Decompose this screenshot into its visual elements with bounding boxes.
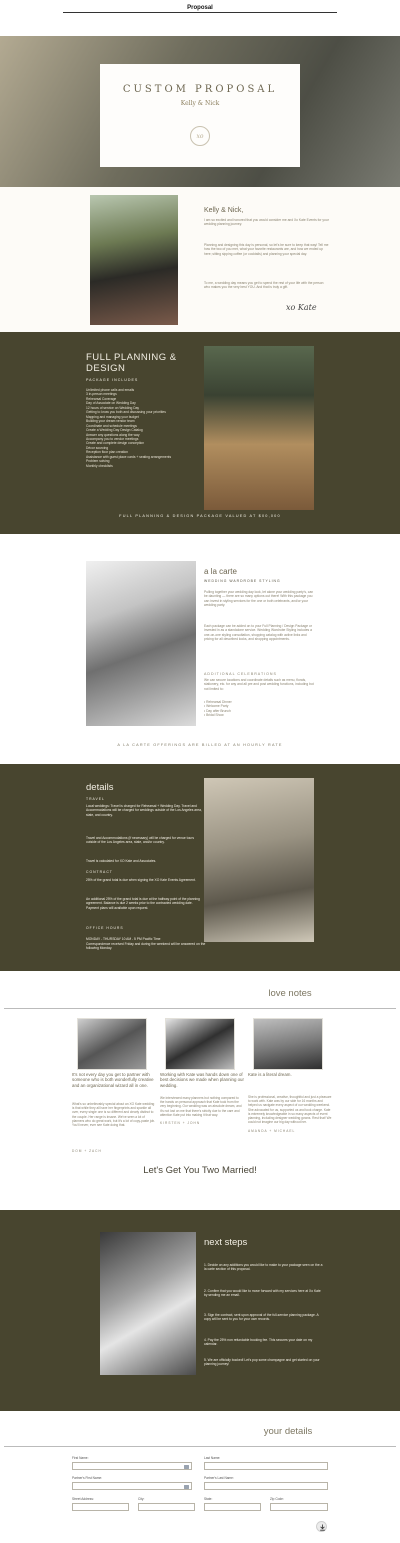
testimonial-body-2: We interviewed many planners but nothing compared to the hands on personal approach that Kate took from the very beginning. Our wedding was an absolute dream, and it's not lost on me that there's strictly due to the care and attention Kate put into making it that way.: [160, 1096, 242, 1117]
partner-first-label: Partner's First Name:: [72, 1476, 103, 1480]
partner-last-label: Partner's Last Name:: [204, 1476, 234, 1480]
love-notes-title: love notes: [268, 988, 312, 999]
next-steps-title: next steps: [204, 1237, 248, 1248]
love-notes-section: [0, 971, 400, 1181]
full-planning-title: FULL PLANNING & DESIGN: [86, 352, 177, 374]
list-item: Problem solving: [86, 459, 110, 464]
page-title: Proposal: [187, 5, 213, 11]
step-4: 4. Pay the 25% non refundable booking fee. This secures your date on my calendar.: [204, 1338, 313, 1347]
list-item: Building your dream vendor team: [86, 419, 135, 424]
street-field[interactable]: [72, 1503, 129, 1511]
contract-text-2: An additional 25% of the grand total is due at the halfway point of the planning agreement. Balance is due 2 weeks prior to the contracted wedding date. Payment plans will available upon request.: [86, 897, 200, 910]
autofill-icon[interactable]: [184, 1485, 189, 1489]
list-item: Unlimited phone calls and emails: [86, 388, 135, 392]
step-5: 5. We are officially booked! Let's pop some champagne and get started on your planning journey!: [204, 1358, 320, 1367]
list-item: • Rehearsal Dinner: [204, 700, 232, 704]
city-field[interactable]: [138, 1503, 195, 1511]
form-title: your details: [263, 1426, 313, 1437]
carte-paragraph-1: Pulling together your wedding day look, let alone your wedding party's, can be daunting — there are so many options out there! With this package you can invest in styling services for the one or both celebrants, and/or your wedding party.: [204, 590, 314, 608]
testimonial-photo-1: [77, 1018, 147, 1070]
package-list: [86, 388, 202, 468]
hero-card: [100, 64, 300, 167]
street-label: Street Address:: [72, 1497, 94, 1501]
carte-paragraph-2: Each package can be added on to your Full Planning / Design Package or invested in as a standalone service. Wedding Wardrobe Styling includes a one-on-one styling consultation, shopping catalog with active links and pricing for all described looks, and shopping appointments.: [204, 624, 312, 642]
office-heading: OFFICE HOURS: [86, 926, 124, 930]
top-bar: [0, 0, 400, 36]
partner-last-field[interactable]: [204, 1482, 328, 1490]
additional-title: ADDITIONAL CELEBRATIONS: [204, 672, 277, 676]
carte-footer: A LA CARTE OFFERINGS ARE BILLED AT AN HOURLY RATE: [117, 743, 283, 747]
list-item: • Bridal Show: [204, 713, 224, 718]
step-3: 3. Sign the contract, sent upon approval of the full-service planning package. A copy will be sent to you for your own records.: [204, 1313, 319, 1322]
intro-greeting: Kelly & Nick,: [204, 207, 244, 214]
carte-subtitle: WEDDING WARDROBE STYLING: [204, 579, 281, 583]
carte-photo: [86, 561, 196, 726]
testimonial-body-1: What's so unbelievably special about an XO Kate wedding is that while they all have her fingerprints and sparkle all over, every single one is so different and clearly distinct to the couple. Her range is insane. We've seen a lot of planners who do great work, but it's a lot of copy-paste job. You'll never, ever see Kate doing that.: [72, 1102, 155, 1128]
list-item: Rehearsal Coverage: [86, 396, 117, 401]
testimonial-body-3: She is professional, creative, thoughtful and just a pleasure to work with. Kate was by our side for 16 months and helped us navigate every aspect of our wedding weekend. She advocated for us, supported us and took charge. Kate is extremely knowledgeable in so many aspects of event planning, including designer wedding gowns. Rest that! We could not imagine our big day without her.: [248, 1095, 332, 1125]
list-item: • Welcome Party: [204, 704, 229, 709]
testimonial-lead-3: Kate is a literal dream.: [248, 1072, 292, 1077]
state-field[interactable]: [204, 1503, 261, 1511]
list-item: Accompany you to vendor meetings: [86, 436, 139, 441]
first-name-field[interactable]: [72, 1462, 192, 1470]
carte-section: [0, 534, 400, 764]
city-label: City:: [138, 1497, 145, 1501]
full-planning-footer: FULL PLANNING & DESIGN PACKAGE VALUED AT $00,000: [119, 514, 281, 518]
table-setting-photo: [204, 346, 314, 510]
step-2: 2. Confirm that you would like to move forward with my services here at Xo Kate by sending me an email.: [204, 1289, 321, 1298]
details-title: details: [86, 782, 114, 793]
testimonial-photo-2: [165, 1018, 235, 1070]
last-name-field[interactable]: [204, 1462, 328, 1470]
list-item: Monthly checklists: [86, 463, 113, 468]
intro-photo: [90, 195, 178, 325]
list-item: Mapping and managing your budget: [86, 414, 139, 419]
list-item: Getting to know you both and discussing your priorities: [86, 410, 166, 415]
carte-title: a la carte: [204, 567, 237, 576]
form-divider: [4, 1446, 396, 1447]
signature: xo Kate: [286, 303, 317, 312]
details-section: [0, 764, 400, 971]
travel-text-2: Travel and Accommodations (if necessary) will be charged for venue tours outside of the Los Angeles area, state, and/or country.: [86, 836, 194, 845]
full-planning-section: [0, 332, 400, 534]
office-text-1: MONDAY - THURSDAY 10 AM - 5 PM Pacific Time: [86, 937, 161, 941]
list-item: Décor sourcing: [86, 445, 109, 450]
hero-names: Kelly & Nick: [180, 100, 220, 107]
download-button[interactable]: [316, 1521, 327, 1532]
intro-paragraph-3: To me, a wedding day means you get to spend the rest of your life with the person who makes you the very best YOU. And that is truly a gift.: [204, 281, 324, 290]
list-item: 3 in-person meetings: [86, 392, 117, 397]
hero-title: CUSTOM PROPOSAL: [122, 84, 278, 95]
list-item: Day of Associate on Wedding Day: [86, 401, 136, 406]
testimonial-photo-3: [253, 1018, 323, 1070]
hero-image: [0, 36, 400, 187]
intro-paragraph-1: I am so excited and honored that you would consider me and Xo Kate Events for your wedding planning journey.: [204, 218, 329, 227]
contract-text-1: 25% of the grand total is due when signing the XO Kate Events Agreement.: [86, 878, 196, 882]
list-item: Assistance with guest place cards + seating arrangements: [86, 454, 172, 459]
list-item: • Day after Brunch: [204, 708, 231, 713]
download-icon: [317, 1522, 328, 1533]
step-1: 1. Decide on any additions you would like to make to your package seen on the a la carte section of this proposal.: [204, 1263, 323, 1272]
zip-field[interactable]: [270, 1503, 328, 1511]
additional-text: We can secure locations and coordinate details such as menu, florals, stationery, etc. for any and all pre and post wedding functions, including but not limited to:: [204, 678, 314, 691]
testimonial-lead-2: Working with Kate was hands down one of best decisions we made when planning our wedding.: [160, 1072, 244, 1088]
list-item: Coordinate and schedule meetings: [86, 423, 137, 428]
full-planning-subtitle: PACKAGE INCLUDES: [86, 378, 139, 382]
bridesmaids-photo: [100, 1232, 196, 1375]
first-name-label: First Name:: [72, 1456, 89, 1460]
title-underline: [63, 12, 337, 13]
office-text-2: Correspondence received Friday and during the weekend will be answered on the following Monday.: [86, 942, 206, 951]
testimonial-sig-3: AMANDA + MICHAEL: [248, 1129, 296, 1133]
travel-text-1: Local weddings: Travel is charged for Rehearsal + Wedding Day. Travel and Accommodations will be charged for weddings outside of the Los Angeles area, state, and country.: [86, 804, 202, 817]
testimonial-sig-1: DOM + ZACH: [72, 1149, 102, 1153]
love-notes-divider: [4, 1008, 396, 1009]
details-form: [0, 1411, 400, 1543]
travel-text-3: Travel is calculated for XO Kate and Associates.: [86, 859, 157, 863]
married-title: Let's Get You Two Married!: [143, 1165, 257, 1176]
list-item: Answer any questions along the way: [86, 432, 140, 437]
list-item: Reception floor plan creation: [86, 450, 128, 455]
contract-heading: CONTRACT: [86, 870, 113, 874]
zip-label: Zip Code:: [270, 1497, 284, 1501]
next-steps-section: [0, 1210, 400, 1411]
list-item: 12 hours of service on Wedding Day: [86, 405, 140, 410]
state-label: State:: [204, 1497, 213, 1501]
intro-section: [0, 187, 400, 332]
autofill-icon[interactable]: [184, 1465, 189, 1469]
testimonial-lead-1: It's not every day you get to partner with someone who is both wonderfully creative and an organizational wizard all in one.: [72, 1072, 154, 1088]
travel-heading: TRAVEL: [86, 797, 105, 801]
candles-photo: [204, 778, 314, 942]
last-name-label: Last Name:: [204, 1456, 221, 1460]
intro-paragraph-2: Planning and designing this day is personal, so let's be sure to keep that way! Tell me how the two of you met, what your favorite restaurants are, and how we ended up here; sitting sipping coffee (or cocktails) and planning your special day.: [204, 243, 329, 256]
list-item: Create a Wedding Day Design Catalog: [86, 428, 143, 433]
partner-first-field[interactable]: [72, 1482, 192, 1490]
additional-list: [204, 700, 314, 718]
list-item: Create and complete design conception: [86, 441, 145, 446]
testimonial-sig-2: KIRSTEN + JOHN: [160, 1121, 201, 1125]
monogram-icon: xo: [190, 126, 210, 146]
